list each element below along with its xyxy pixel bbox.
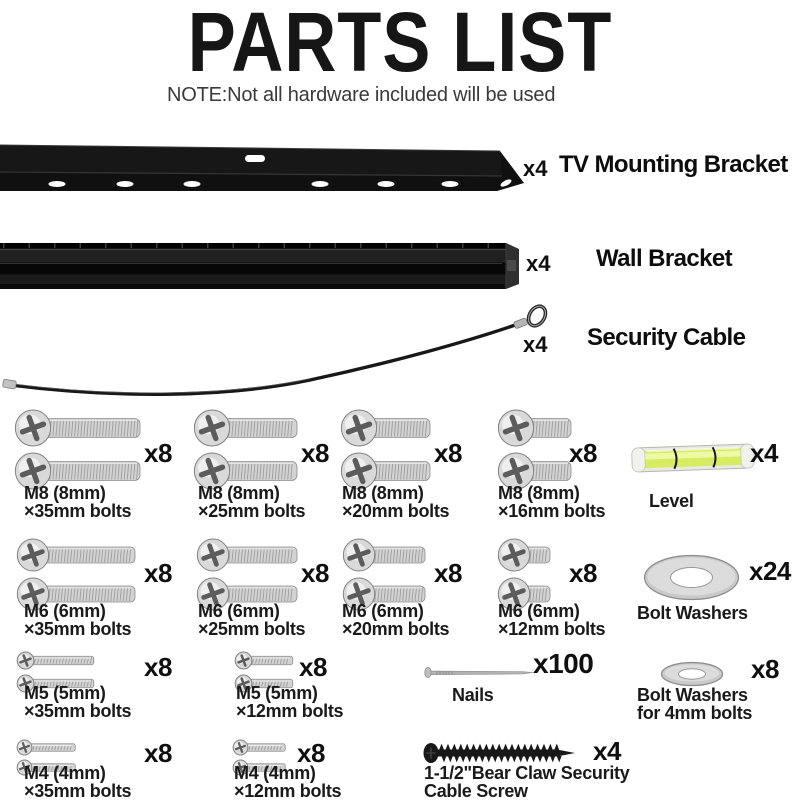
- m6x25-label-line2: ×25mm bolts: [198, 619, 306, 639]
- bearclaw-label: [424, 764, 629, 800]
- level-illustration: [631, 442, 756, 474]
- m5x12-qty: x8: [299, 652, 327, 682]
- header: [0, 0, 800, 89]
- m8x35-illustration: [14, 409, 144, 492]
- tv-bracket-label: TV Mounting Bracket: [559, 151, 788, 178]
- m8x16-label: [498, 484, 605, 520]
- m8x20-qty: x8: [434, 438, 462, 468]
- security-cable-label: Security Cable: [587, 324, 746, 351]
- page-title: PARTS LIST: [187, 0, 613, 89]
- washer24-qty: x24: [749, 556, 791, 586]
- wall-bracket-label: Wall Bracket: [596, 245, 732, 272]
- nails-illustration: [423, 663, 535, 682]
- m6x35-label: [24, 602, 131, 638]
- m8x25-label: [198, 484, 305, 520]
- m8x16-label-line1: M8 (8mm): [498, 483, 580, 503]
- nails-label: [452, 686, 494, 704]
- washer8-qty: x8: [751, 654, 779, 684]
- m5x35-label-line1: M5 (5mm): [24, 683, 106, 703]
- level-label-line1: Level: [649, 491, 694, 511]
- m8x25-qty: x8: [301, 438, 329, 468]
- m6x25-label: [198, 602, 305, 638]
- m8x25-label-line2: ×25mm bolts: [198, 501, 306, 521]
- washer8-label-line2: for 4mm bolts: [637, 703, 753, 723]
- m4x35-label-line1: M4 (4mm): [24, 763, 106, 783]
- m8x35-label-line1: M8 (8mm): [24, 483, 106, 503]
- m4x35-qty: x8: [144, 738, 172, 768]
- m5x35-label: [24, 684, 131, 720]
- m8x20-label: [342, 484, 449, 520]
- m4x12-qty: x8: [297, 738, 325, 768]
- m8x20-label-line2: ×20mm bolts: [342, 501, 450, 521]
- m8x16-label-line2: ×16mm bolts: [498, 501, 606, 521]
- m6x25-label-line1: M6 (6mm): [198, 601, 280, 621]
- m6x35-label-line1: M6 (6mm): [24, 601, 106, 621]
- m8x16-illustration: [497, 409, 575, 492]
- m8x25-label-line1: M8 (8mm): [198, 483, 280, 503]
- washer24-label-line1: Bolt Washers: [637, 603, 748, 623]
- m6x25-qty: x8: [301, 558, 329, 588]
- m6x35-label-line2: ×35mm bolts: [24, 619, 132, 639]
- m6x20-label-line1: M6 (6mm): [342, 601, 424, 621]
- m5x12-label: [236, 684, 343, 720]
- tv-mounting-bracket-illustration: [0, 137, 527, 197]
- washer24-label: [637, 604, 748, 622]
- m5x35-qty: x8: [144, 652, 172, 682]
- bearclaw-label-line2: Cable Screw: [424, 781, 528, 800]
- bearclaw-qty: x4: [593, 736, 621, 766]
- m4x12-label-line2: ×12mm bolts: [234, 781, 342, 800]
- m4x35-label-line2: ×35mm bolts: [24, 781, 132, 800]
- m8x20-illustration: [340, 409, 434, 492]
- m8x16-qty: x8: [569, 438, 597, 468]
- washer8-label: [637, 686, 752, 722]
- m6x12-label-line2: ×12mm bolts: [498, 619, 606, 639]
- security-cable-illustration: [0, 303, 560, 403]
- washer8-illustration: [660, 661, 724, 687]
- m8x35-qty: x8: [144, 438, 172, 468]
- tv-bracket-qty: x4: [523, 156, 548, 181]
- level-label: [649, 492, 694, 510]
- m4x12-label-line1: M4 (4mm): [234, 763, 316, 783]
- security-cable-qty: x4: [523, 332, 548, 357]
- m6x12-label-line1: M6 (6mm): [498, 601, 580, 621]
- wall-bracket-qty: x4: [526, 251, 551, 276]
- nails-qty: x100: [533, 648, 594, 679]
- note-text: NOTE:Not all hardware included will be used: [167, 84, 556, 106]
- m8x25-illustration: [193, 409, 301, 492]
- m6x20-label: [342, 602, 449, 638]
- m8x35-label-line2: ×35mm bolts: [24, 501, 132, 521]
- m6x20-qty: x8: [434, 558, 462, 588]
- m6x35-qty: x8: [144, 558, 172, 588]
- m6x20-label-line2: ×20mm bolts: [342, 619, 450, 639]
- washer24-illustration: [643, 554, 740, 601]
- m6x12-qty: x8: [569, 558, 597, 588]
- m6x12-label: [498, 602, 605, 638]
- m4x35-label: [24, 764, 131, 800]
- nails-label-line1: Nails: [452, 685, 494, 705]
- level-qty: x4: [750, 438, 778, 468]
- m5x12-label-line2: ×12mm bolts: [236, 701, 344, 721]
- m4x12-label: [234, 764, 341, 800]
- washer8-label-line1: Bolt Washers: [637, 685, 748, 705]
- m8x20-label-line1: M8 (8mm): [342, 483, 424, 503]
- bearclaw-label-line1: 1-1/2"Bear Claw Security: [424, 763, 630, 783]
- wall-bracket-illustration: [0, 239, 521, 295]
- m8x35-label: [24, 484, 131, 520]
- m5x12-label-line1: M5 (5mm): [236, 683, 318, 703]
- m5x35-label-line2: ×35mm bolts: [24, 701, 132, 721]
